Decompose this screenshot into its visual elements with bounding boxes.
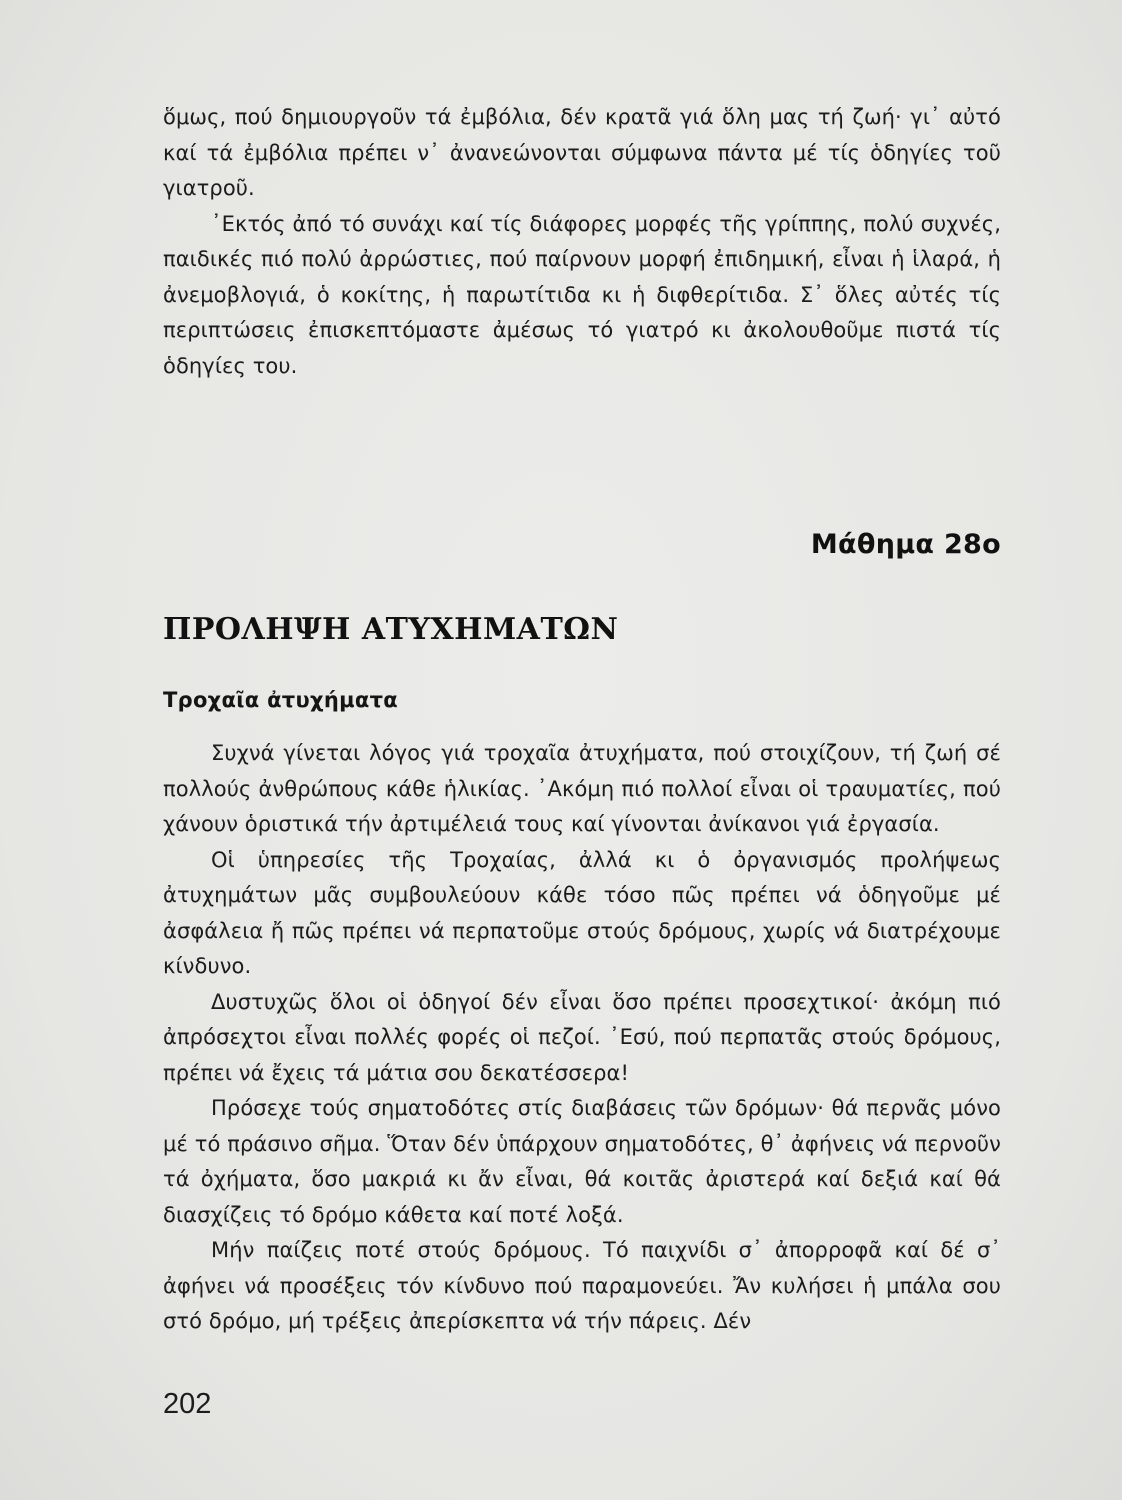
paragraph: Δυστυχῶς ὅλοι οἱ ὁδηγοί δέν εἶναι ὅσο πρέπει προσεχτικοί· ἀκόμη πιό ἀπρόσεχτοι εἶναι πολλές φορές οἱ πεζοί. ᾿Εσύ, πού περπατᾶς στούς δρόμους, πρέπει νά ἔχεις τά μάτια σου δεκατέσσερα! bbox=[163, 989, 1001, 1085]
paragraph: Συχνά γίνεται λόγος γιά τροχαῖα ἀτυχήματα, πού στοιχίζουν, τή ζωή σέ πολλούς ἀνθρώπους κάθε ἡλικίας. ᾿Ακόμη πιό πολλοί εἶναι οἱ τραυματίες, πού χάνουν ὁριστικά τήν ἀρτιμέλειά τους καί γίνονται ἀνίκανοι γιά ἐργασία. bbox=[163, 741, 1001, 836]
paragraph: Οἱ ὑπηρεσίες τῆς Τροχαίας, ἀλλά κι ὁ ὀργανισμός προλήψεως ἀτυχημάτων μᾶς συμβουλεύουν κάθε τόσο πῶς πρέπει νά ὁδηγοῦμε μέ ἀσφάλεια ἤ πῶς πρέπει νά περπατοῦμε στούς δρόμους, χωρίς νά διατρέχουμε κίνδυνο. bbox=[163, 847, 1001, 978]
chapter-title: ΠΡΟΛΗΨΗ ΑΤΥΧΗΜΑΤΩΝ bbox=[163, 612, 619, 647]
page-number: 202 bbox=[163, 1388, 212, 1420]
top-text-block bbox=[163, 100, 1001, 384]
continuation-paragraph: ὅμως, πού δημιουργοῦν τά ἐμβόλια, δέν κρατᾶ γιά ὅλη μας τή ζωή· γι᾽ αὐτό καί τά ἐμβόλια πρέπει ν᾽ ἀνανεώνονται σύμφωνα πάντα μέ τίς ὁδηγίες τοῦ γιατροῦ. bbox=[163, 105, 1001, 200]
illness-paragraph: ᾿Εκτός ἀπό τό συνάχι καί τίς διάφορες μορφές τῆς γρίππης, πολύ συχνές, παιδικές πιό πολύ ἀρρώστιες, πού παίρνουν μορφή ἐπιδημική, εἶναι ἡ ἱλαρά, ἡ ἀνεμοβλογιά, ὁ κοκίτης, ἡ παρωτίτιδα κι ἡ διφθερίτιδα. Σ᾽ ὅλες αὐτές τίς περιπτώσεις ἐπισκεπτόμαστε ἀμέσως τό γιατρό κι ἀκολουθοῦμε πιστά τίς ὁδηγίες του. bbox=[163, 211, 1001, 378]
road-accidents-text-block bbox=[163, 736, 1001, 1340]
paragraph: Πρόσεχε τούς σηματοδότες στίς διαβάσεις τῶν δρόμων· θά περνᾶς μόνο μέ τό πράσινο σῆμα. Ὅταν δέν ὑπάρχουν σηματοδότες, θ᾽ ἀφήνεις νά περνοῦν τά ὀχήματα, ὅσο μακριά κι ἄν εἶναι, θά κοιτᾶς ἀριστερά καί δεξιά καί θά διασχίζεις τό δρόμο κάθετα καί ποτέ λοξά. bbox=[163, 1096, 1001, 1227]
paragraph: Μήν παίζεις ποτέ στούς δρόμους. Τό παιχνίδι σ᾽ ἀπορροφᾶ καί δέ σ᾽ ἀφήνει νά προσέξεις τόν κίνδυνο πού παραμονεύει. Ἄν κυλήσει ἡ μπάλα σου στό δρόμο, μή τρέξεις ἀπερίσκεπτα νά τήν πάρεις. Δέν bbox=[163, 1238, 1001, 1333]
lesson-label: Μάθημα 28ο bbox=[810, 529, 1001, 560]
section-title: Τροχαῖα ἀτυχήματα bbox=[163, 688, 398, 712]
